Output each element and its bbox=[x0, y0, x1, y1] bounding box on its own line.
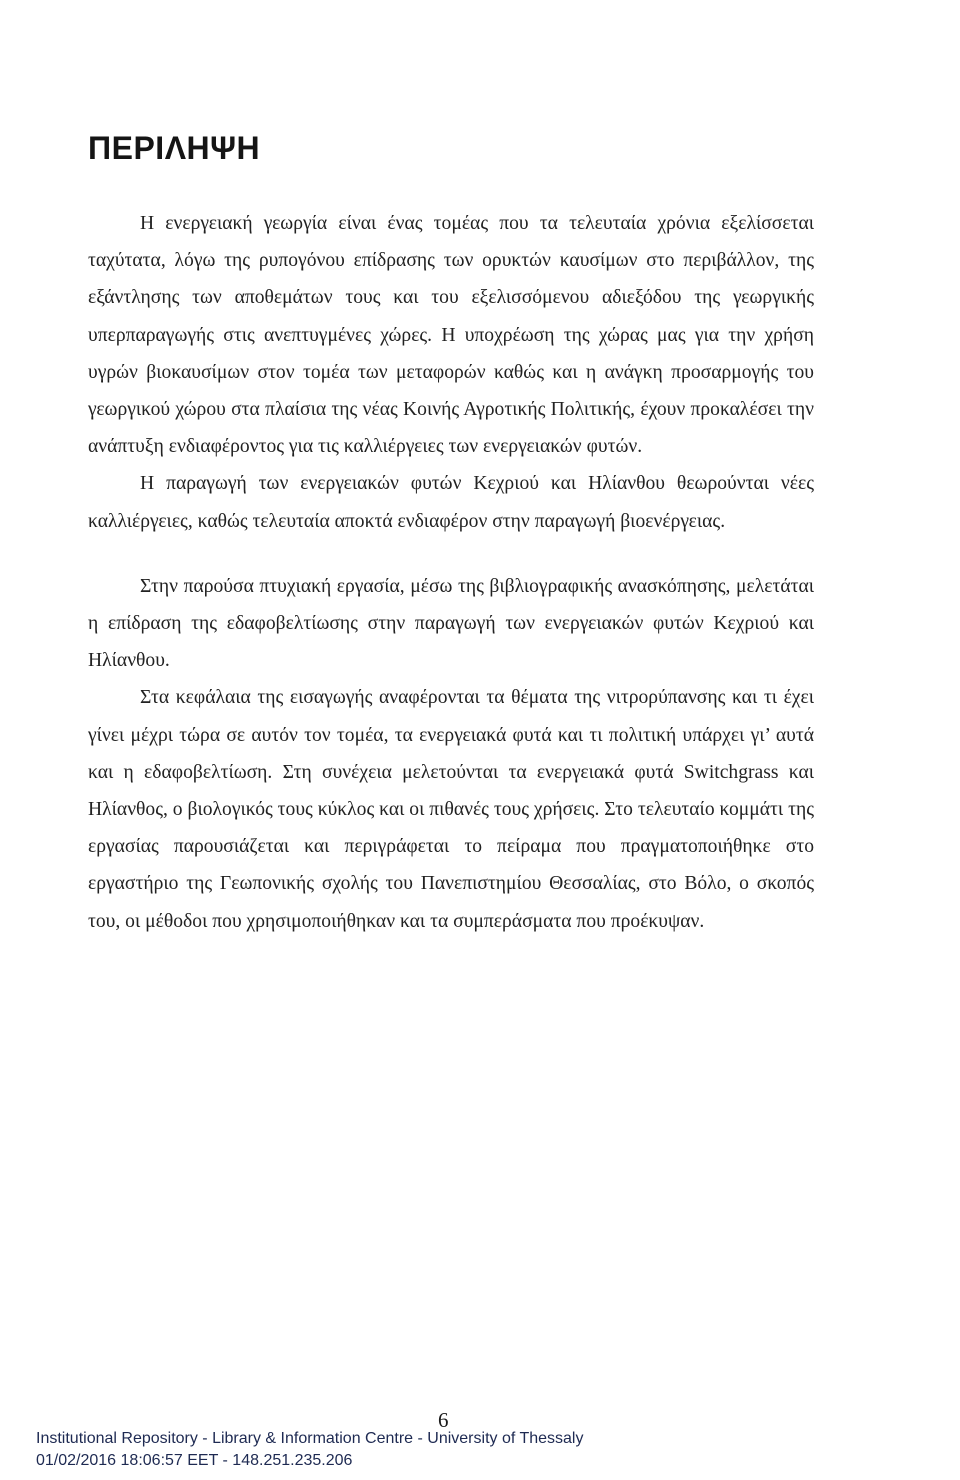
paragraph-4: Στα κεφάλαια της εισαγωγής αναφέρονται τα θέματα της νιτρορύπανσης και τι έχει γίνει μέχρι τώρα σε αυτόν τον τομέα, τα ενεργειακά φυτά και τι πολιτική υπάρχει γι’ αυτά και η εδαφοβελτίωση. Στη συνέχεια μελετούνται τα ενεργειακά φυτά Switchgrass και Ηλίανθος, ο βιολογικός τους κύκλος και οι πιθανές τους χρήσεις. Στο τελευταίο κομμάτι της εργασίας παρουσιάζεται και περιγράφεται το πείραμα που πραγματοποιήθηκε στο εργαστήριο της Γεωπονικής σχολής του Πανεπιστημίου Θεσσαλίας, στο Βόλο, ο σκοπός του, οι μέθοδοι που χρησιμοποιήθηκαν και τα συμπεράσματα που προέκυψαν. bbox=[88, 687, 814, 932]
abstract-body bbox=[88, 205, 814, 940]
page-heading: ΠΕΡΙΛΗΨΗ bbox=[88, 130, 261, 166]
paragraph-1: Η ενεργειακή γεωργία είναι ένας τομέας που τα τελευταία χρόνια εξελίσσεται ταχύτατα, λόγω της ρυπογόνου επίδρασης των ορυκτών καυσίμων στο περιβάλλον, της εξάντλησης των αποθεμάτων τους και του εξελισσόμενου αδιεξόδου της γεωργικής υπερπαραγωγής στις ανεπτυγμένες χώρες. Η υποχρέωση της χώρας μας για την χρήση υγρών βιοκαυσίμων στον τομέα των μεταφορών καθώς και η ανάγκη προσαρμογής του γεωργικού χώρου στα πλαίσια της νέας Κοινής Αγροτικής Πολιτικής, έχουν προκαλέσει την ανάπτυξη ενδιαφέροντος για τις καλλιέργειες των ενεργειακών φυτών. bbox=[88, 213, 814, 458]
paragraph-3: Στην παρούσα πτυχιακή εργασία, μέσω της βιβλιογραφικής ανασκόπησης, μελετάται η επίδραση της εδαφοβελτίωσης στην παραγωγή των ενεργειακών φυτών Κεχριού και Ηλίανθου. bbox=[88, 575, 814, 672]
repository-footer: Institutional Repository - Library & Information Centre - University of Thessaly bbox=[36, 1430, 584, 1447]
access-timestamp: 01/02/2016 18:06:57 EET - 148.251.235.206 bbox=[36, 1452, 353, 1469]
paragraph-2: Η παραγωγή των ενεργειακών φυτών Κεχριού και Ηλίανθου θεωρούνται νέες καλλιέργειες, καθώς τελευταία αποκτά ενδιαφέρον στην παραγωγή βιοενέργειας. bbox=[88, 473, 814, 532]
page-number: 6 bbox=[438, 1408, 449, 1432]
